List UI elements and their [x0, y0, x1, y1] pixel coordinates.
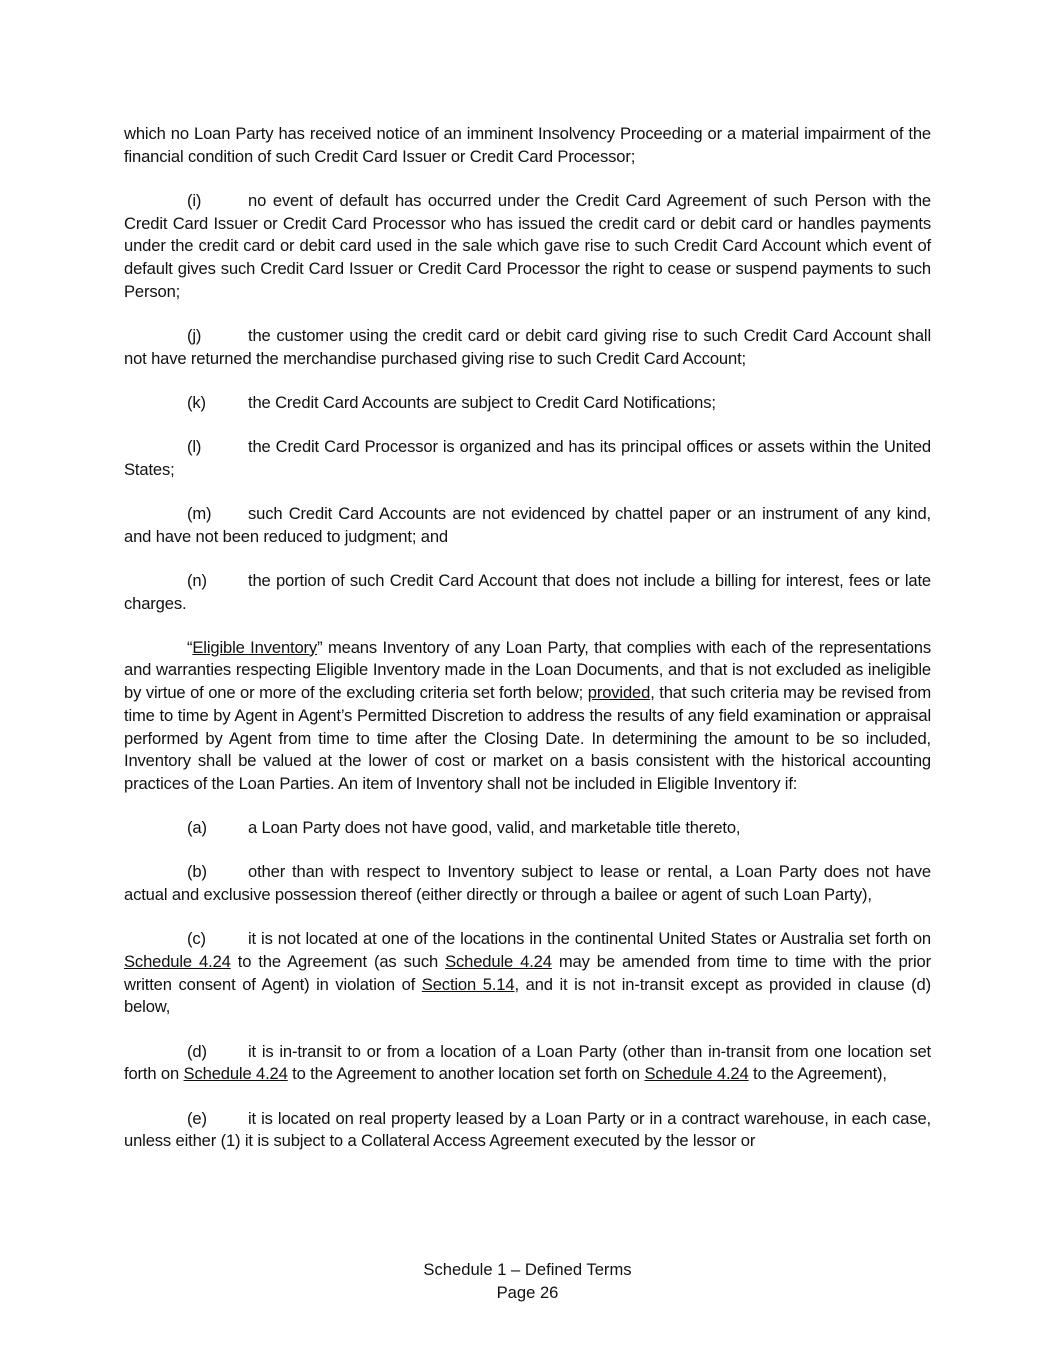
clause-paragraph	[124, 503, 931, 548]
text-segment: the Credit Card Accounts are subject to Credit Card Notifications;	[248, 392, 716, 412]
clause-paragraph	[124, 570, 931, 615]
clause-label: (d)	[187, 1041, 207, 1061]
clause-label: (n)	[187, 570, 207, 590]
text-segment: ” means Inventory of any Loan Party, that complies with each of the representations and warranties respecting Eligible Inventory made in the Loan Documents, and that is not excluded as ineligible by virtue of one or more of the excluding criteria set forth below;	[124, 637, 932, 703]
paragraph	[124, 637, 931, 796]
clause-paragraph	[124, 436, 931, 481]
document-body	[124, 123, 931, 1174]
underlined-term: Schedule 4.24	[445, 951, 552, 971]
text-segment: it is not located at one of the locations in the continental United States or Australia set forth on	[248, 929, 931, 949]
page-footer	[0, 1258, 1055, 1304]
clause-paragraph	[124, 928, 931, 1019]
text-segment: no event of default has occurred under the Credit Card Agreement of such Person with the Credit Card Issuer or Credit Card Processor who has issued the credit card or debit card or handles payments under the credit card or debit card used in the sale which gave rise to such Credit Card Account which event of default gives such Credit Card Issuer or Credit Card Processor the right to cease or suspend payments to such Person;	[124, 190, 931, 301]
text-segment: to the Agreement),	[748, 1064, 887, 1084]
clause-paragraph	[124, 817, 931, 840]
text-segment: it is in-transit to or from a location of a Loan Party (other than in-transit from one location set forth on	[124, 1041, 931, 1084]
clause-label: (e)	[187, 1108, 207, 1128]
clause-paragraph	[124, 325, 931, 370]
text-segment: the customer using the credit card or debit card giving rise to such Credit Card Account shall not have returned the merchandise purchased giving rise to such Credit Card Account;	[124, 325, 931, 368]
text-segment: , and it is not in-transit except as provided in clause (d) below,	[124, 974, 931, 1017]
underlined-term: Eligible Inventory	[192, 637, 318, 657]
clause-paragraph	[124, 392, 931, 415]
clause-paragraph	[124, 861, 931, 906]
underlined-term: Schedule 4.24	[183, 1064, 288, 1084]
text-segment: a Loan Party does not have good, valid, and marketable title thereto,	[248, 818, 741, 838]
clause-paragraph	[124, 190, 931, 304]
text-segment: other than with respect to Inventory subject to lease or rental, a Loan Party does not have actual and exclusive possession thereof (either directly or through a bailee or agent of such Loan Party),	[124, 862, 931, 905]
clause-label: (c)	[187, 929, 206, 949]
text-segment: which no Loan Party has received notice of an imminent Insolvency Proceeding or a material impairment of the financial condition of such Credit Card Issuer or Credit Card Processor;	[124, 124, 931, 166]
clause-paragraph	[124, 1108, 931, 1153]
text-segment: , that such criteria may be revised from time to time by Agent in Agent’s Permitted Discretion to address the results of any field examination or appraisal performed by Agent from time to time after the Closing Date. In determining the amount to be so included, Inventory shall be valued at the lower of cost or market on a basis consistent with the historical accounting practices of the Loan Parties. An item of Inventory shall not be included in Eligible Inventory if:	[124, 683, 931, 793]
page-number: Page 26	[496, 1283, 559, 1302]
footer-title: Schedule 1 – Defined Terms	[423, 1260, 632, 1279]
text-segment: the Credit Card Processor is organized and has its principal offices or assets within the United States;	[124, 437, 931, 479]
text-segment: may be amended from time to time with the prior written consent of Agent) in violation of	[124, 951, 931, 994]
text-segment: “	[187, 637, 193, 657]
text-segment: to the Agreement to another location set forth on	[287, 1064, 645, 1084]
clause-paragraph	[124, 1041, 931, 1086]
clause-label: (b)	[187, 862, 207, 882]
paragraph	[124, 123, 931, 168]
text-segment: to the Agreement (as such	[230, 951, 446, 971]
underlined-term: Schedule 4.24	[124, 951, 231, 971]
clause-label: (m)	[187, 503, 212, 523]
clause-label: (k)	[187, 392, 206, 412]
text-segment: the portion of such Credit Card Account that does not include a billing for interest, fees or late charges.	[124, 570, 931, 613]
underlined-term: provided	[587, 683, 651, 703]
clause-label: (a)	[187, 818, 207, 838]
text-segment: such Credit Card Accounts are not evidenced by chattel paper or an instrument of any kind, and have not been reduced to judgment; and	[124, 503, 931, 546]
underlined-term: Schedule 4.24	[644, 1064, 749, 1084]
underlined-term: Section 5.14	[421, 974, 515, 994]
clause-label: (j)	[187, 325, 202, 345]
clause-label: (l)	[187, 437, 202, 457]
clause-label: (i)	[187, 190, 202, 210]
text-segment: it is located on real property leased by a Loan Party or in a contract warehouse, in each case, unless either (1) it is subject to a Collateral Access Agreement executed by the lessor or	[124, 1108, 931, 1151]
